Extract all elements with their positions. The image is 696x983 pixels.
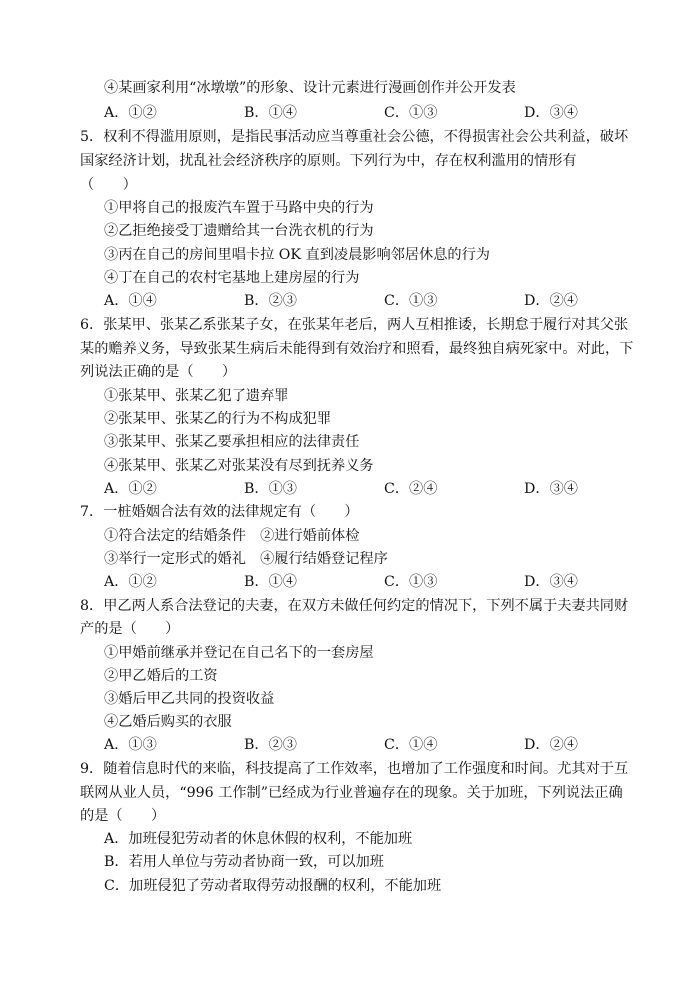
- q4-option-d: D．③④: [524, 105, 578, 121]
- q4-item-4: ④某画家利用“冰墩墩”的形象、设计元素进行漫画创作并公开发表: [104, 80, 516, 96]
- q6-stem-line-1: 6．张某甲、张某乙系张某子女，在张某年老后，两人互相推诿，长期怠于履行对其父张: [80, 317, 629, 333]
- q9-option-c: C．加班侵犯了劳动者取得劳动报酬的权利，不能加班: [104, 878, 442, 894]
- q8-option-b: B．②③: [244, 737, 297, 753]
- q7-option-a: A．①②: [104, 574, 157, 590]
- q8-option-d: D．②④: [524, 737, 578, 753]
- q8-item-2: ②甲乙婚后的工资: [104, 668, 218, 684]
- q7-items-line-2: ③举行一定形式的婚礼 ④履行结婚登记程序: [104, 551, 388, 567]
- q9-stem-line-1: 9．随着信息时代的来临，科技提高了工作效率，也增加了工作强度和时间。尤其对于互: [80, 761, 629, 777]
- q6-option-b: B．①③: [244, 481, 297, 497]
- q9-stem-line-2: 联网从业人员，“996 工作制”已经成为行业普遍存在的现象。关于加班，下列说法正确: [80, 785, 623, 801]
- q4-option-b: B．①④: [244, 105, 297, 121]
- q4-option-a: A．①②: [104, 105, 157, 121]
- q6-stem-line-3: 列说法正确的是（ ）: [80, 364, 237, 380]
- q6-option-a: A．①②: [104, 481, 157, 497]
- q8-stem-line-1: 8．甲乙两人系合法登记的夫妻，在双方未做任何约定的情况下，下列不属于夫妻共同财: [80, 598, 629, 614]
- q6-item-1: ①张某甲、张某乙犯了遗弃罪: [104, 388, 289, 404]
- q6-item-2: ②张某甲、张某乙的行为不构成犯罪: [104, 411, 332, 427]
- q8-stem-line-2: 产的是（ ）: [80, 621, 180, 637]
- q7-option-b: B．①④: [244, 574, 297, 590]
- q8-item-1: ①甲婚前继承并登记在自己名下的一套房屋: [104, 645, 374, 661]
- q5-item-4: ④丁在自己的农村宅基地上建房屋的行为: [104, 270, 360, 286]
- q5-item-3: ③丙在自己的房间里唱卡拉 OK 直到凌晨影响邻居休息的行为: [104, 247, 490, 263]
- q5-item-1: ①甲将自己的报废汽车置于马路中央的行为: [104, 200, 374, 216]
- q6-option-d: D．③④: [524, 481, 578, 497]
- q6-item-4: ④张某甲、张某乙对张某没有尽到抚养义务: [104, 458, 374, 474]
- q8-option-a: A．①③: [104, 737, 157, 753]
- q5-stem-line-1: 5．权利不得滥用原则，是指民事活动应当尊重社会公德，不得损害社会公共利益，破坏: [80, 129, 629, 145]
- q7-stem-line-1: 7．一桩婚姻合法有效的法律规定有（ ）: [80, 504, 359, 520]
- q5-option-d: D．②④: [524, 293, 578, 309]
- q7-items-line-1: ①符合法定的结婚条件 ②进行婚前体检: [104, 528, 360, 544]
- q8-item-3: ③婚后甲乙共同的投资收益: [104, 691, 275, 707]
- q5-option-c: C．①③: [384, 293, 438, 309]
- q6-item-3: ③张某甲、张某乙要承担相应的法律责任: [104, 434, 360, 450]
- q9-option-b: B．若用人单位与劳动者协商一致，可以加班: [104, 854, 384, 870]
- q7-option-c: C．①③: [384, 574, 438, 590]
- q7-option-d: D．③④: [524, 574, 578, 590]
- q9-option-a: A．加班侵犯劳动者的休息休假的权利，不能加班: [104, 831, 413, 847]
- q5-item-2: ②乙拒绝接受丁遗赠给其一台洗衣机的行为: [104, 223, 374, 239]
- q9-stem-line-3: 的是（ ）: [80, 808, 166, 824]
- q5-option-a: A．①④: [104, 293, 157, 309]
- q5-stem-line-3: （ ）: [80, 177, 137, 193]
- q8-option-c: C．①④: [384, 737, 438, 753]
- q5-stem-line-2: 国家经济计划，扰乱社会经济秩序的原则。下列行为中，存在权利滥用的情形有: [80, 153, 577, 169]
- q4-option-c: C．①③: [384, 105, 438, 121]
- q6-stem-line-2: 某的赡养义务，导致张某生病后未能得到有效治疗和照看，最终独自病死家中。对此，下: [80, 341, 634, 357]
- q5-option-b: B．②③: [244, 293, 297, 309]
- q6-option-c: C．②④: [384, 481, 438, 497]
- q8-item-4: ④乙婚后购买的衣服: [104, 714, 232, 730]
